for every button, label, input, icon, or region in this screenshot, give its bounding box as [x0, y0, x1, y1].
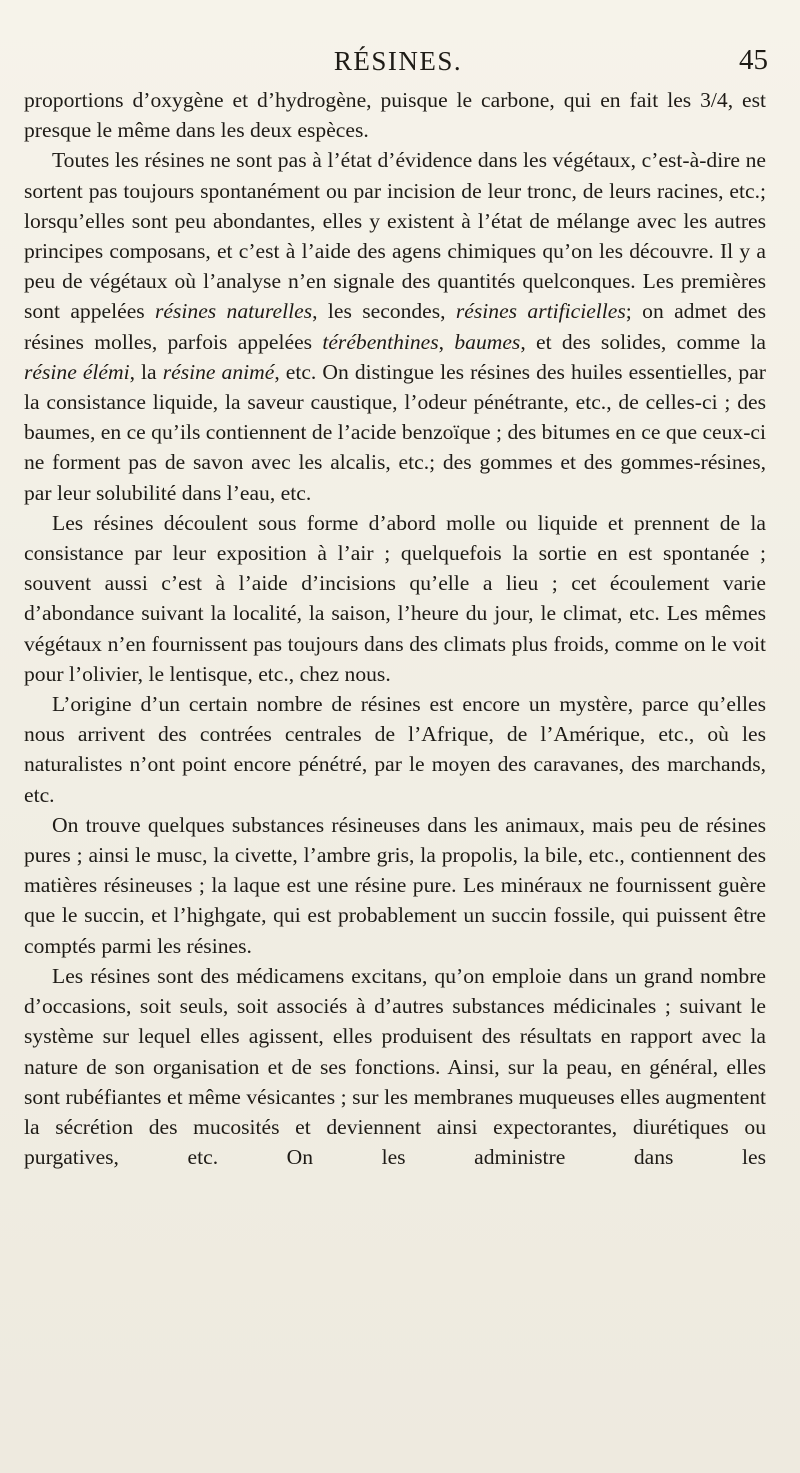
- running-head: [24, 44, 772, 84]
- text-run: Les résines sont des médicamens excitans, qu’on emploie dans un grand nombre d’occasions, soit seuls, soit associés à d’autres substances médicinales ; suivant le système sur lequel elles agissent, elles produisent des résultats en rapport avec la nature de son organisation et de ses fonctions. Ainsi, sur la peau, en général, elles sont rubéfiantes et même vésicantes ; sur les membranes muqueuses elles augmentent la sécrétion des mucosités et deviennent ainsi expectorantes, diurétiques ou purgatives, etc. On les administre dans les: [24, 963, 766, 1170]
- italic-term: baumes: [454, 329, 521, 354]
- italic-term: résine élémi: [24, 359, 130, 384]
- text-run: , etc. On distingue les résines des huiles essentielles, par la consistance liquide, la saveur caustique, l’odeur pénétrante, etc., de celles-ci ; des baumes, en ce qu’ils contiennent de l’acide benzoïque ; des bitumes en ce que ceux-ci ne forment pas de savon avec les alcalis, etc.; des gommes et des gommes-résines, par leur solubilité dans l’eau, etc.: [24, 359, 766, 505]
- text-run: , et des solides, comme la: [520, 329, 766, 354]
- text-run: ,: [438, 329, 455, 354]
- paragraph-5: [24, 810, 766, 961]
- text-run: ; on admet des résines molles, parfois appelées: [24, 299, 766, 354]
- text-run: Les résines découlent sous forme d’abord molle ou liquide et prennent de la consistance par leur exposition à l’air ; quelquefois la sortie en est spontanée ; souvent aussi c’est à l’aide d’incisions qu’elle a lieu ; cet écoulement varie d’abondance suivant la localité, la saison, l’heure du jour, le climat, etc. Les mêmes végétaux n’en fournissent pas toujours dans des climats plus froids, comme on le voit pour l’olivier, le lentisque, etc., chez nous.: [24, 510, 766, 686]
- paragraph-1: [24, 85, 766, 145]
- italic-term: résines naturelles: [155, 299, 313, 324]
- text-run: On trouve quelques substances résineuses dans les animaux, mais peu de résines pures ; ainsi le musc, la civette, l’ambre gris, la propolis, la bile, etc., contiennent des matières résineuses ; la laque est une résine pure. Les minéraux ne fournissent guère que le succin, et l’highgate, qui est probablement un succin fossile, qui puissent être comptés parmi les résines.: [24, 812, 766, 958]
- text-run: Toutes les résines ne sont pas à l’état d’évidence dans les végétaux, c’est-à-dire ne sortent pas toujours spontanément ou par incision de leur tronc, de leurs racines, etc.; lorsqu’elles sont peu abondantes, elles y existent à l’état de mélange avec les autres principes composans, et c’est à l’aide des agens chimiques qu’on les découvre. Il y a peu de végétaux où l’analyse n’en signale des quantités quelconques. Les premières sont appelées: [24, 148, 766, 324]
- page-number: 45: [739, 44, 768, 76]
- paragraph-2: [24, 145, 766, 507]
- italic-term: térébenthines: [322, 329, 439, 354]
- paragraph-6: [24, 961, 766, 1172]
- text-run: proportions d’oxygène et d’hydrogène, puisque le carbone, qui en fait les 3/4, est presque le même dans les deux espèces.: [24, 88, 766, 143]
- paragraph-3: [24, 508, 766, 689]
- paragraph-4: [24, 689, 766, 810]
- text-run: , les secondes,: [312, 299, 456, 324]
- body-text: [24, 85, 766, 1172]
- text-run: L’origine d’un certain nombre de résines est encore un mystère, parce qu’elles nous arrivent des contrées centrales de l’Afrique, de l’Amérique, etc., où les naturalistes n’ont point encore pénétré, par le moyen des caravanes, des marchands, etc.: [24, 692, 766, 807]
- text-run: , la: [129, 359, 163, 384]
- running-title: RÉSINES.: [333, 46, 463, 76]
- italic-term: résines artificielles: [455, 299, 626, 324]
- italic-term: résine animé: [162, 359, 275, 384]
